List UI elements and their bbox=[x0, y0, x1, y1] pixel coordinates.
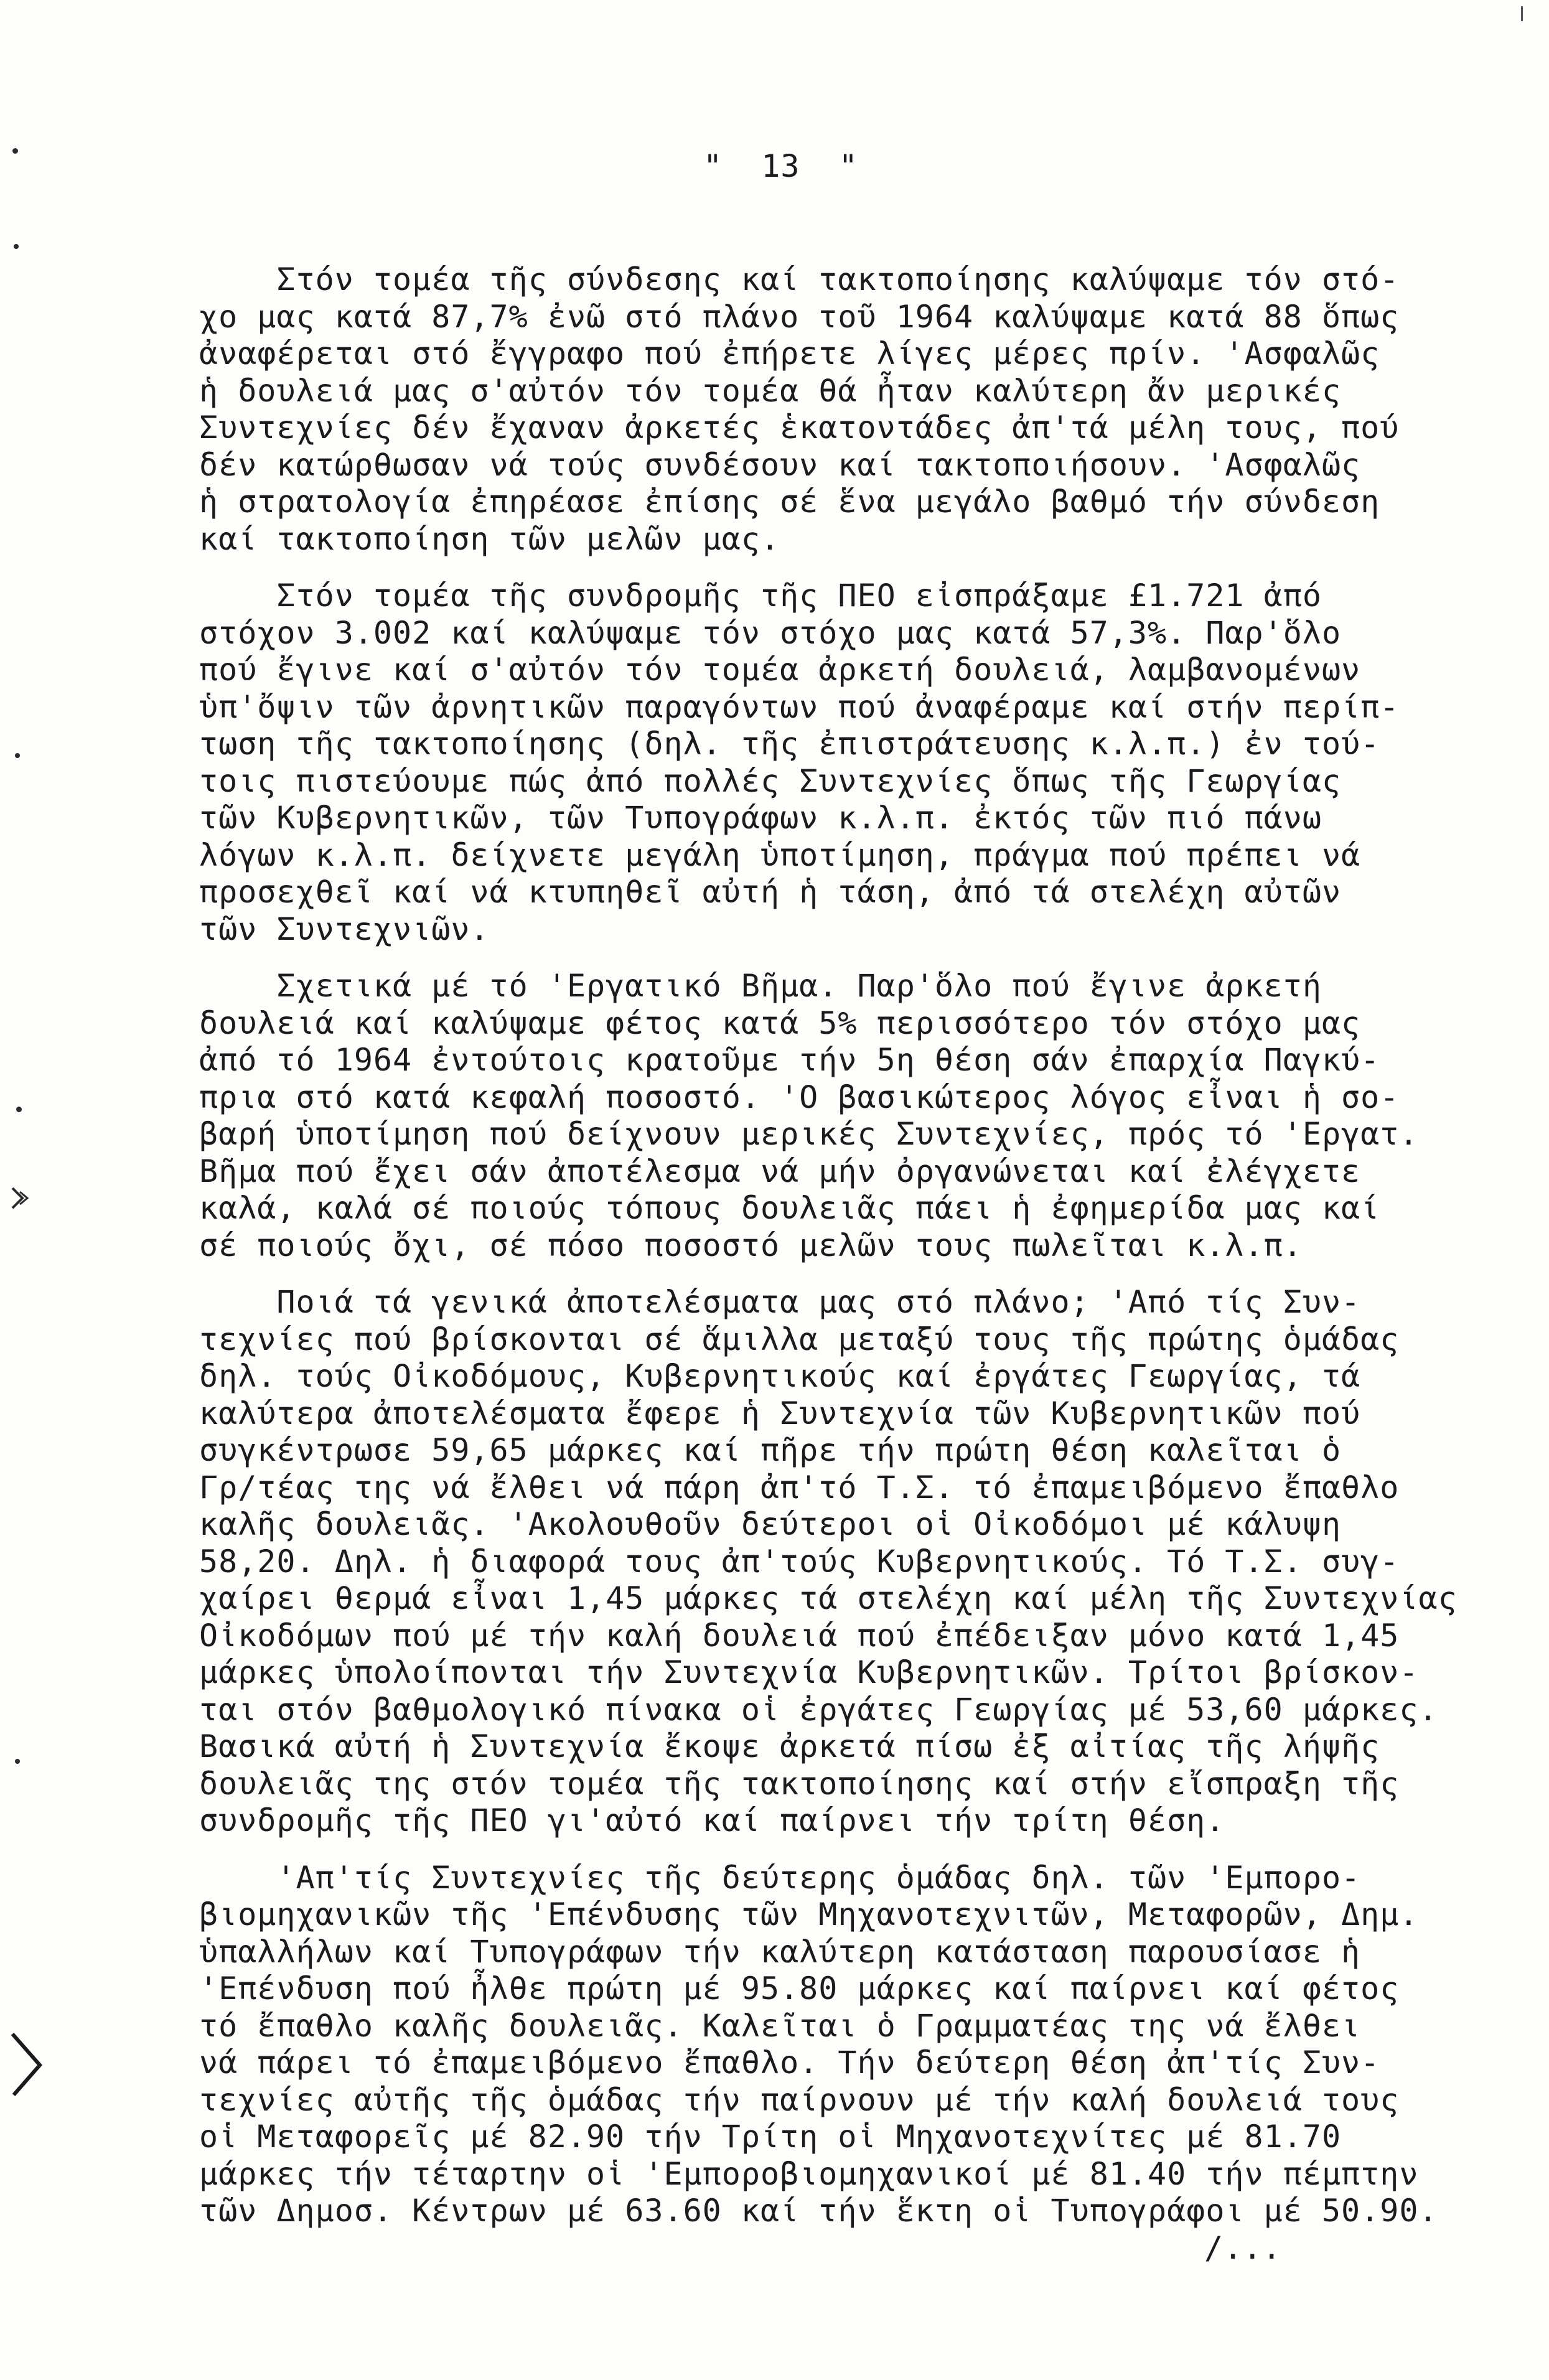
text-line: νά πάρει τό ἐπαμειβόμενο ἔπαθλο. Τήν δεύτερη θέση ἀπ'τίς Συν- bbox=[199, 2045, 1380, 2081]
text-line: σέ ποιούς ὄχι, σέ πόσο ποσοστό μελῶν τους πωλεῖται κ.λ.π. bbox=[199, 1227, 1303, 1263]
text-line: βιομηχανικῶν τῆς 'Επένδυσης τῶν Μηχανοτεχνιτῶν, Μεταφορῶν, Δημ. bbox=[199, 1896, 1419, 1933]
text-line: ὑπαλλήλων καί Τυπογράφων τήν καλύτερη κατάσταση παρουσίασε ἡ bbox=[199, 1933, 1361, 1970]
text-line: οἱ Μεταφορεῖς μέ 82.90 τήν Τρίτη οἱ Μηχανοτεχνίτες μέ 81.70 bbox=[199, 2119, 1342, 2155]
text-line: μάρκες τήν τέταρτην οἱ 'Εμποροβιομηχανικοί μέ 81.40 τήν πέμπτην bbox=[199, 2155, 1419, 2192]
text-line: Σχετικά μέ τό 'Εργατικό Βῆμα. Παρ'ὅλο πού ἔγινε ἀρκετή bbox=[199, 968, 1322, 1004]
margin-dot-mark bbox=[16, 1107, 22, 1112]
text-line: δηλ. τούς Οἰκοδόμους, Κυβερνητικούς καί ἐργάτες Γεωργίας, τά bbox=[199, 1358, 1361, 1394]
text-line: ὑπ'ὄψιν τῶν ἀρνητικῶν παραγόντων πού ἀναφέραμε καί στήν περίπ- bbox=[199, 688, 1400, 725]
text-line: 'Επένδυση πού ἦλθε πρώτη μέ 95.80 μάρκες καί παίρνει καί φέτος bbox=[199, 1970, 1400, 2007]
text-line: τεχνίες αὐτῆς τῆς ὁμάδας τήν παίρνουν μέ τήν καλή δουλειά τους bbox=[199, 2081, 1400, 2118]
text-line: μάρκες ὑπολοίπονται τήν Συντεχνία Κυβερνητικῶν. Τρίτοι βρίσκον- bbox=[199, 1654, 1419, 1690]
text-line: Στόν τομέα τῆς συνδρομῆς τῆς ΠΕΟ εἰσπράξαμε £1.721 ἀπό bbox=[199, 578, 1322, 614]
continuation-mark: /... bbox=[1204, 2230, 1282, 2266]
text-line: Οἰκοδόμων πού μέ τήν καλή δουλειά πού ἐπέδειξαν μόνο κατά 1,45 bbox=[199, 1617, 1400, 1654]
margin-dot-mark bbox=[14, 244, 19, 249]
text-line: στόχον 3.002 καί καλύψαμε τόν στόχο μας κατά 57,3%. Παρ'ὅλο bbox=[199, 614, 1342, 651]
text-line: δέν κατώρθωσαν νά τούς συνδέσουν καί τακτοποιήσουν. 'Ασφαλῶς bbox=[199, 446, 1361, 483]
paragraph-gap bbox=[199, 558, 1431, 578]
text-line: ἡ δουλειά μας σ'αὐτόν τόν τομέα θά ἦταν καλύτερη ἄν μερικές bbox=[199, 372, 1342, 409]
text-line: Ποιά τά γενικά ἀποτελέσματα μας στό πλάνο; 'Από τίς Συν- bbox=[199, 1284, 1361, 1320]
paragraph bbox=[199, 261, 1431, 558]
text-line: καλά, καλά σέ ποιούς τόπους δουλειᾶς πάει ἡ ἐφημερίδα μας καί bbox=[199, 1190, 1380, 1226]
text-line: Βασικά αὐτή ἡ Συντεχνία ἔκοψε ἀρκετά πίσω ἐξ αἰτίας τῆς λήψῆς bbox=[199, 1728, 1380, 1764]
text-line: 'Απ'τίς Συντεχνίες τῆς δεύτερης ὁμάδας δηλ. τῶν 'Εμπορο- bbox=[199, 1859, 1361, 1896]
text-line: καλῆς δουλειᾶς. 'Ακολουθοῦν δεύτεροι οἱ Οἰκοδόμοι μέ κάλυψη bbox=[199, 1506, 1342, 1542]
text-line: Συντεχνίες δέν ἔχαναν ἀρκετές ἑκατοντάδες ἀπ'τά μέλη τους, πού bbox=[199, 410, 1400, 446]
text-line: τοις πιστεύουμε πώς ἀπό πολλές Συντεχνίες ὅπως τῆς Γεωργίας bbox=[199, 762, 1342, 799]
text-line: πρια στό κατά κεφαλή ποσοστό. 'Ο βασικώτερος λόγος εἶναι ἡ σο- bbox=[199, 1079, 1400, 1115]
text-line: ται στόν βαθμολογικό πίνακα οἱ ἐργάτες Γεωργίας μέ 53,60 μάρκες. bbox=[199, 1691, 1438, 1728]
edge-scan-mark bbox=[1521, 6, 1523, 21]
margin-dot-mark bbox=[15, 753, 20, 758]
text-line: δουλειά καί καλύψαμε φέτος κατά 5% περισσότερο τόν στόχο μας bbox=[199, 1005, 1361, 1041]
text-line: προσεχθεῖ καί νά κτυπηθεῖ αὐτή ἡ τάση, ἀπό τά στελέχη αὐτῶν bbox=[199, 874, 1342, 910]
text-line: Γρ/τέας της νά ἔλθει νά πάρη ἀπ'τό Τ.Σ. τό ἐπαμειβόμενο ἔπαθλο bbox=[199, 1469, 1400, 1506]
text-line: τό ἔπαθλο καλῆς δουλειᾶς. Καλεῖται ὁ Γραμματέας της νά ἔλθει bbox=[199, 2007, 1361, 2044]
text-line: καί τακτοποίηση τῶν μελῶν μας. bbox=[199, 520, 780, 557]
text-line: ἡ στρατολογία ἐπηρέασε ἐπίσης σέ ἕνα μεγάλο βαθμό τήν σύνδεση bbox=[199, 484, 1380, 520]
text-line: τωση τῆς τακτοποίησης (δηλ. τῆς ἐπιστράτευσης κ.λ.π.) ἐν τού- bbox=[199, 726, 1380, 762]
text-line: τῶν Δημοσ. Κέντρων μέ 63.60 καί τήν ἕκτη οἱ Τυπογράφοι μέ 50.90. bbox=[199, 2193, 1438, 2229]
margin-dot-mark bbox=[12, 148, 18, 154]
margin-chevron-mark bbox=[10, 2030, 47, 2099]
text-line: ἀπό τό 1964 ἐντούτοις κρατοῦμε τήν 5η θέση σάν ἐπαρχία Παγκύ- bbox=[199, 1042, 1380, 1078]
paragraph bbox=[199, 968, 1431, 1264]
text-line: λόγων κ.λ.π. δείχνετε μεγάλη ὑποτίμηση, πράγμα πού πρέπει νά bbox=[199, 836, 1361, 873]
paragraph bbox=[199, 1859, 1438, 2230]
paragraph bbox=[199, 578, 1431, 948]
text-line: καλύτερα ἀποτελέσματα ἔφερε ἡ Συντεχνία τῶν Κυβερνητικῶν πού bbox=[199, 1395, 1361, 1431]
paragraph-gap bbox=[199, 1840, 1431, 1860]
text-line: πού ἔγινε καί σ'αὐτόν τόν τομέα ἀρκετή δουλειά, λαμβανομένων bbox=[199, 652, 1361, 688]
text-line: ἀναφέρεται στό ἔγγραφο πού ἐπήρετε λίγες μέρες πρίν. 'Ασφαλῶς bbox=[199, 335, 1380, 372]
text-line: χο μας κατά 87,7% ἐνῶ στό πλάνο τοῦ 1964 καλύψαμε κατά 88 ὅπως bbox=[199, 298, 1400, 335]
text-line: Στόν τομέα τῆς σύνδεσης καί τακτοποίησης καλύψαμε τόν στό- bbox=[199, 261, 1400, 298]
margin-arrow-mark bbox=[9, 1186, 31, 1211]
text-line: Βῆμα πού ἔχει σάν ἀποτέλεσμα νά μήν ὀργανώνεται καί ἐλέγχετε bbox=[199, 1153, 1361, 1189]
text-line: χαίρει θερμά εἶναι 1,45 μάρκες τά στελέχη καί μέλη τῆς Συντεχνίας bbox=[199, 1580, 1458, 1616]
text-line: τῶν Κυβερνητικῶν, τῶν Τυπογράφων κ.λ.π. ἐκτός τῶν πιό πάνω bbox=[199, 800, 1322, 836]
text-line: τεχνίες πού βρίσκονται σέ ἅμιλλα μεταξύ τους τῆς πρώτης ὁμάδας bbox=[199, 1321, 1400, 1357]
text-line: 58,20. Δηλ. ἡ διαφορά τους ἀπ'τούς Κυβερνητικούς. Τό Τ.Σ. συγ- bbox=[199, 1543, 1400, 1580]
text-line: τῶν Συντεχνιῶν. bbox=[199, 911, 490, 947]
text-line: συγκέντρωσε 59,65 μάρκες καί πῆρε τήν πρώτη θέση καλεῖται ὁ bbox=[199, 1432, 1342, 1468]
paragraph-gap bbox=[199, 948, 1431, 968]
text-line: βαρή ὑποτίμηση πού δείχνουν μερικές Συντεχνίες, πρός τό 'Εργατ. bbox=[199, 1116, 1419, 1152]
body-text bbox=[199, 261, 1458, 2230]
paragraph-gap bbox=[199, 1264, 1431, 1284]
paragraph bbox=[199, 1284, 1458, 1840]
text-line: δουλειᾶς της στόν τομέα τῆς τακτοποίησης καί στήν εἴσπραξη τῆς bbox=[199, 1765, 1400, 1802]
margin-dot-mark bbox=[15, 1759, 20, 1764]
page-number: " 13 " bbox=[703, 148, 858, 184]
text-line: συνδρομῆς τῆς ΠΕΟ γι'αὐτό καί παίρνει τήν τρίτη θέση. bbox=[199, 1802, 1225, 1839]
